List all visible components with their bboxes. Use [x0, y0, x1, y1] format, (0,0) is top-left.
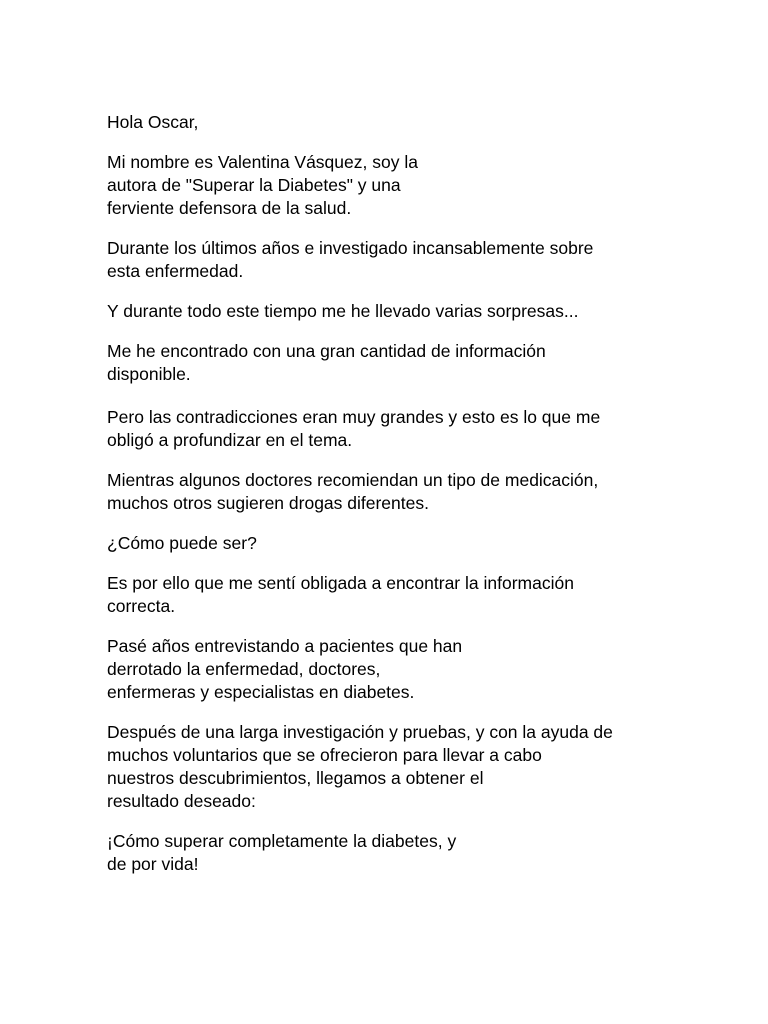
- letter-greeting: Hola Oscar,: [107, 112, 199, 132]
- letter-paragraph: Durante los últimos años e investigado incansablemente sobre esta enfermedad.: [107, 238, 594, 281]
- letter-paragraph: Mi nombre es Valentina Vásquez, soy la autora de "Superar la Diabetes" y una ferviente defensora de la salud.: [107, 152, 418, 218]
- letter-paragraph: ¡Cómo superar completamente la diabetes, y de por vida!: [107, 831, 457, 874]
- letter-paragraph: Me he encontrado con una gran cantidad de información disponible.: [107, 341, 546, 384]
- letter-paragraph: Después de una larga investigación y pruebas, y con la ayuda de muchos voluntarios que se ofrecieron para llevar a cabo nuestros descubrimientos, llegamos a obtener el resultado deseado:: [107, 722, 613, 811]
- letter-paragraph: Pasé años entrevistando a pacientes que han derrotado la enfermedad, doctores, enfermeras y especialistas en diabetes.: [107, 636, 463, 702]
- letter-body: [107, 111, 707, 876]
- letter-paragraph: Y durante todo este tiempo me he llevado varias sorpresas...: [107, 301, 579, 321]
- letter-paragraph: Mientras algunos doctores recomiendan un tipo de medicación, muchos otros sugieren drogas diferentes.: [107, 470, 599, 513]
- letter-paragraph: Pero las contradicciones eran muy grandes y esto es lo que me obligó a profundizar en el tema.: [107, 407, 601, 450]
- letter-paragraph: Es por ello que me sentí obligada a encontrar la información correcta.: [107, 573, 574, 616]
- letter-paragraph: ¿Cómo puede ser?: [107, 533, 257, 553]
